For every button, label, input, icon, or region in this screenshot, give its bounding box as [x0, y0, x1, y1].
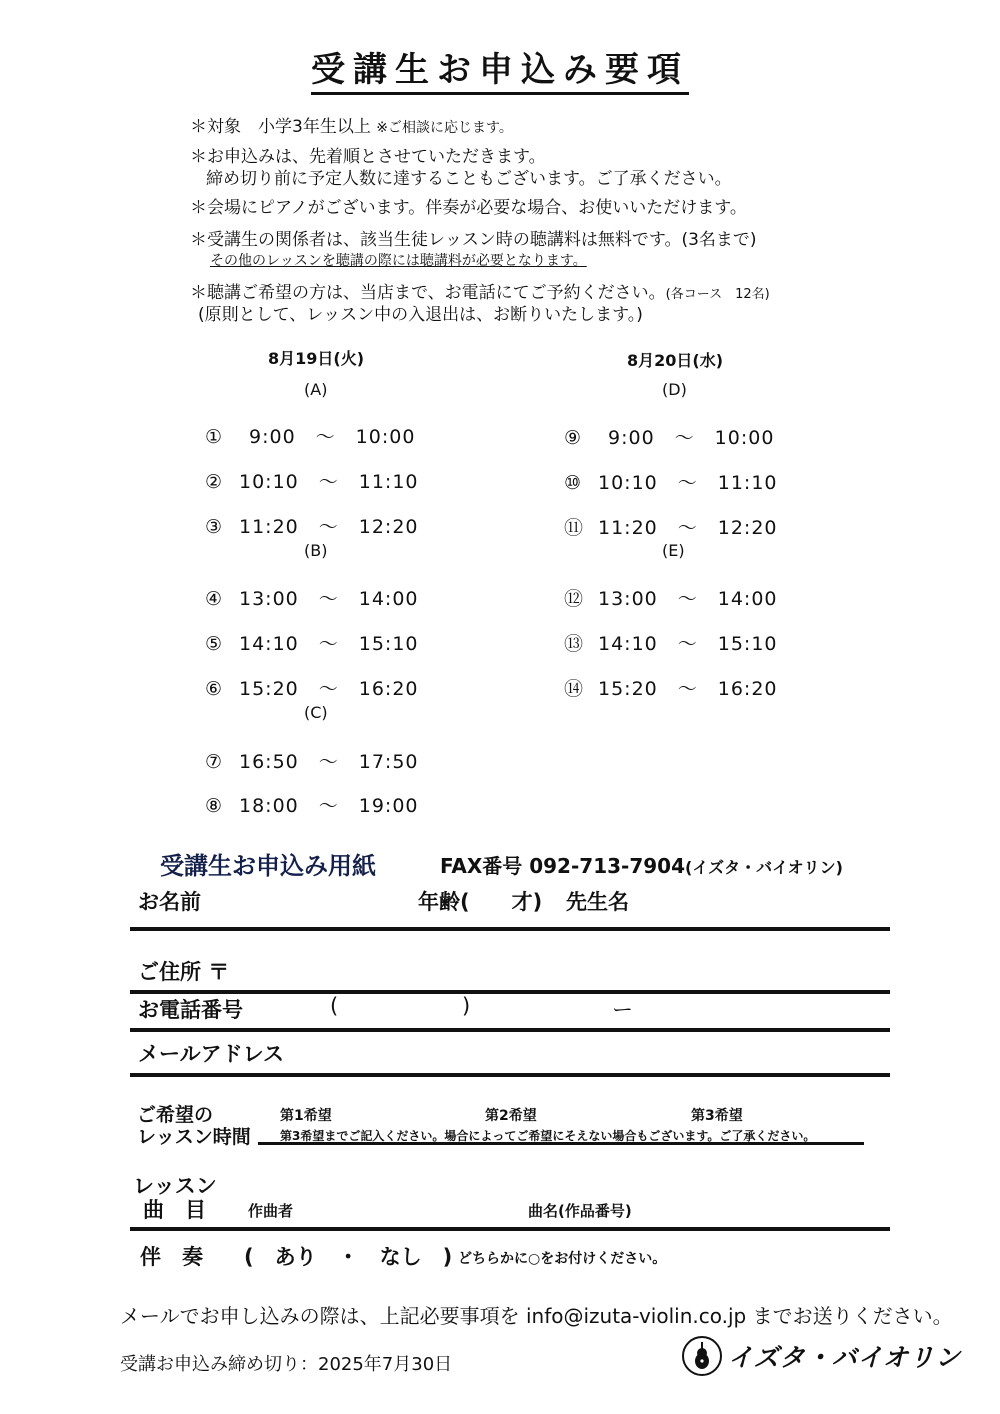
slot-10: ⑩ 10:10 ～ 11:10 — [564, 472, 778, 494]
pref-rule — [258, 1142, 864, 1145]
pref-1: 第1希望 — [280, 1108, 332, 1124]
slot-12: ⑫ 13:00 ～ 14:00 — [564, 588, 778, 610]
phone-label: お電話番号 — [138, 998, 243, 1022]
pref-3: 第3希望 — [691, 1108, 743, 1124]
phone-paren-open: ( — [330, 994, 339, 1018]
note-entry-exit: (原則として、レッスン中の入退出は、お断りいたします。) — [198, 305, 643, 325]
pref-note: 第3希望までご記入ください。場合によってご希望にそえない場合もございます。ご了承ください。 — [280, 1129, 816, 1143]
slot-9: ⑨ 9:00 ～ 10:00 — [564, 427, 775, 449]
slot-1: ① 9:00 ～ 10:00 — [205, 426, 416, 448]
deadline: 受講お申込み締め切り：2025年7月30日 — [120, 1354, 453, 1375]
piece-name-label: 曲名(作品番号) — [528, 1202, 632, 1220]
day1-group-b: (B) — [304, 541, 328, 560]
form-title: 受講生お申込み用紙 — [160, 852, 376, 880]
day2-group-d: (D) — [662, 380, 687, 399]
day2-date: 8月20日(水) — [627, 351, 724, 370]
slot-3: ③ 11:20 ～ 12:20 — [205, 516, 419, 538]
phone-rule — [130, 1028, 890, 1032]
pref-label-2: レッスン時間 — [137, 1126, 251, 1148]
piece-rule — [130, 1227, 890, 1231]
email-label: メールアドレス — [138, 1042, 284, 1066]
slot-8: ⑧ 18:00 ～ 19:00 — [205, 795, 419, 817]
name-label: お名前 — [138, 890, 201, 914]
teacher-label: 先生名 — [566, 890, 629, 914]
address-label: ご住所 〒 — [138, 960, 230, 984]
fax-number: FAX番号 092-713-7904(イズタ・バイオリン) — [440, 854, 843, 878]
note-free-audit: ＊受講生の関係者は、該当生徒レッスン時の聴講料は無料です。(3名まで) — [190, 230, 757, 250]
note-audit-fee: その他のレッスンを聴講の際には聴講料が必要となります。 — [210, 253, 587, 269]
note-capacity: 締め切り前に予定人数に達することもございます。ご了承ください。 — [206, 169, 732, 189]
accomp-note: どちらかに○をお付けください。 — [458, 1251, 667, 1267]
piece-label-1: レッスン — [133, 1174, 217, 1198]
slot-14: ⑭ 15:20 ～ 16:20 — [564, 678, 778, 700]
email-instruction: メールでお申し込みの際は、上記必要事項を info@izuta-violin.co.jp までお送りください。 — [120, 1304, 953, 1328]
slot-7: ⑦ 16:50 ～ 17:50 — [205, 751, 419, 773]
logo-text: イズタ・バイオリン — [728, 1343, 962, 1372]
age-label: 年齢( 才) — [418, 890, 543, 914]
note-reservation: ＊聴講ご希望の方は、当店まで、お電話にてご予約ください。(各コース 12名) — [190, 283, 770, 303]
slot-5: ⑤ 14:10 ～ 15:10 — [205, 633, 419, 655]
page-title: 受講生お申込み要項 — [0, 42, 1000, 91]
day1-date: 8月19日(火) — [268, 349, 365, 368]
accomp-label: 伴 奏 — [140, 1245, 203, 1269]
slot-13: ⑬ 14:10 ～ 15:10 — [564, 633, 778, 655]
slot-6: ⑥ 15:20 ～ 16:20 — [205, 678, 419, 700]
day2-group-e: (E) — [662, 541, 685, 560]
slot-4: ④ 13:00 ～ 14:00 — [205, 588, 419, 610]
brand-logo — [682, 1336, 961, 1376]
accomp-choice: ( あり ・ なし ) — [244, 1245, 453, 1269]
phone-dash: ー — [612, 998, 633, 1022]
name-rule — [130, 927, 890, 931]
violin-logo-icon — [682, 1336, 722, 1376]
slot-11: ⑪ 11:20 ～ 12:20 — [564, 517, 778, 539]
pref-label-1: ご希望の — [137, 1104, 214, 1126]
phone-paren-close: ) — [462, 994, 471, 1018]
note-first-come: ＊お申込みは、先着順とさせていただきます。 — [190, 147, 546, 167]
piece-label-2: 曲 目 — [143, 1198, 206, 1222]
day1-group-c: (C) — [304, 703, 328, 722]
day1-group-a: (A) — [304, 380, 328, 399]
email-rule — [130, 1073, 890, 1077]
note-target: ＊対象 小学3年生以上 ※ご相談に応じます。 — [190, 117, 513, 137]
address-rule — [130, 990, 890, 994]
slot-2: ② 10:10 ～ 11:10 — [205, 471, 419, 493]
pref-2: 第2希望 — [485, 1108, 537, 1124]
composer-label: 作曲者 — [248, 1202, 294, 1220]
note-piano: ＊会場にピアノがございます。伴奏が必要な場合、お使いいただけます。 — [190, 198, 747, 218]
